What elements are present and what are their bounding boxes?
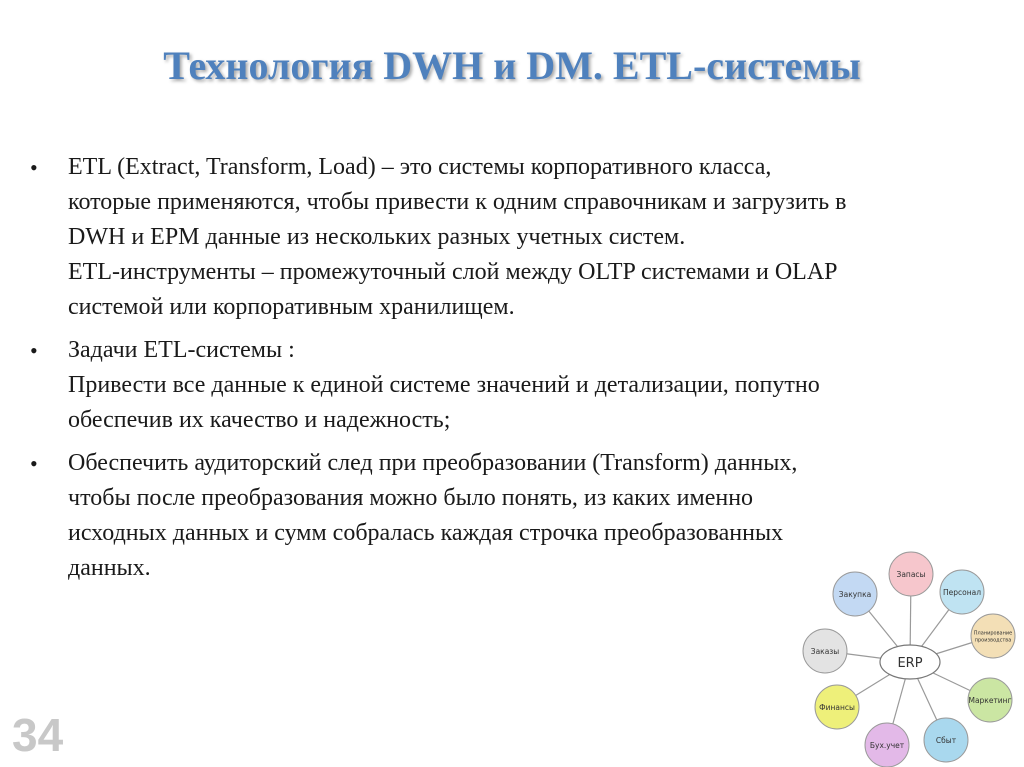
bullet-marker: • — [30, 155, 38, 180]
diagram-node-label: Бух.учет — [869, 741, 905, 750]
bullet-marker: • — [30, 338, 38, 363]
diagram-node — [889, 552, 933, 596]
bullet-line: ETL-инструменты – промежуточный слой между OLTP системами и OLAP — [68, 259, 838, 285]
diagram-node — [833, 572, 877, 616]
diagram-node — [940, 570, 984, 614]
slide-title: Технология DWH и DM. ETL-системы — [163, 43, 861, 88]
bullet-line: которые применяются, чтобы привести к одним справочникам и загрузить в — [68, 189, 847, 215]
diagram-node — [968, 678, 1012, 722]
bullet-line: DWH и EPM данные из нескольких разных учетных систем. — [68, 224, 686, 250]
bullet-line: Задачи ETL-системы : — [68, 337, 295, 363]
bullet-line: чтобы после преобразования можно было понять, из каких именно — [68, 485, 754, 511]
slide-number: 34 — [12, 709, 64, 761]
bullet-item-etl-definition — [30, 150, 1010, 325]
bullet-line: данных. — [68, 555, 151, 581]
diagram-node-label: Запасы — [896, 570, 926, 579]
diagram-node-label: Финансы — [819, 703, 855, 712]
diagram-node-label: Маркетинг — [968, 696, 1012, 705]
diagram-node-label: Сбыт — [935, 736, 957, 745]
diagram-node-label: производства — [974, 637, 1012, 644]
diagram-node — [971, 614, 1015, 658]
bullet-line: системой или корпоративным хранилищем. — [68, 294, 515, 320]
bullet-line: Привести все данные к единой системе значений и детализации, попутно — [68, 372, 820, 398]
diagram-node — [815, 685, 859, 729]
bullet-list — [30, 150, 1010, 594]
diagram-node — [865, 723, 909, 767]
diagram-node-label: Персонал — [942, 588, 982, 597]
bullet-line: обеспечив их качество и надежность; — [68, 407, 451, 433]
diagram-node — [803, 629, 847, 673]
diagram-node-label: Заказы — [810, 647, 840, 656]
diagram-center-label: ERP — [897, 656, 923, 671]
erp-diagram — [796, 548, 1024, 767]
diagram-node-label: Планирование — [973, 630, 1013, 637]
diagram-node-label: Закупка — [838, 590, 872, 599]
diagram-node — [924, 718, 968, 762]
bullet-line: Обеспечить аудиторский след при преобразовании (Transform) данных, — [68, 450, 798, 476]
bullet-line: ETL (Extract, Transform, Load) – это системы корпоративного класса, — [68, 154, 772, 180]
bullet-item-etl-tasks — [30, 333, 1010, 438]
bullet-marker: • — [30, 451, 38, 476]
bullet-line: исходных данных и сумм собралась каждая строчка преобразованных — [68, 520, 784, 546]
